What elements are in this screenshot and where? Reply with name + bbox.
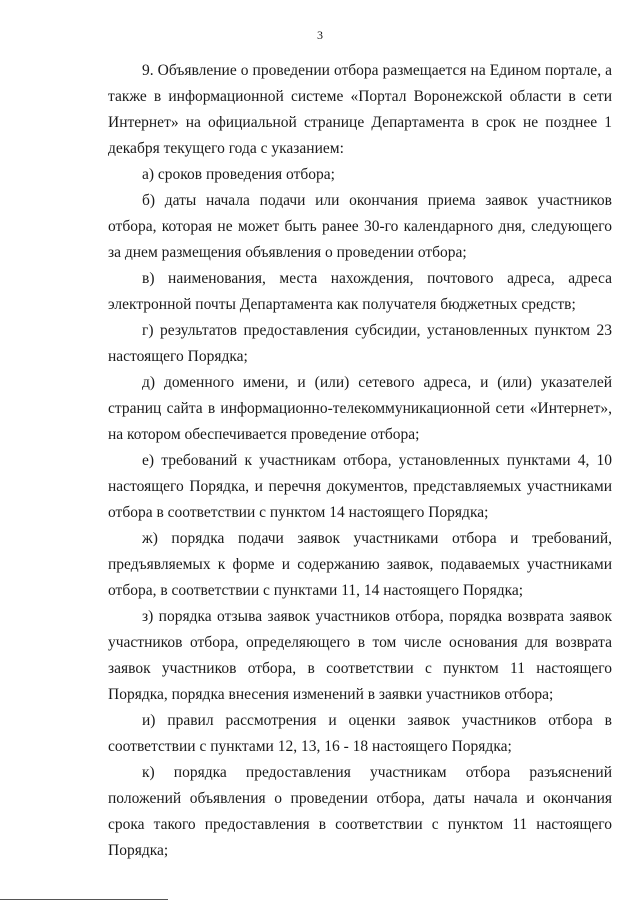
paragraph-item-zh: ж) порядка подачи заявок участниками отбора и требований, предъявляемых к форме и содержанию заявок, подаваемых участниками отбора, в соответствии с пунктами 11, 14 настоящего Порядка; (108, 530, 612, 599)
paragraph-item-g: г) результатов предоставления субсидии, установленных пунктом 23 настоящего Порядка; (108, 322, 612, 365)
paragraph-item-a: а) сроков проведения отбора; (142, 166, 335, 183)
footnote-divider (0, 899, 168, 900)
paragraph-item-i: и) правил рассмотрения и оценки заявок участников отбора в соответствии с пунктами 12, 13, 16 - 18 настоящего Порядка; (108, 712, 612, 755)
paragraph-item-b: б) даты начала подачи или окончания приема заявок участников отбора, которая не может быть ранее 30-го календарного дня, следующего за днем размещения объявления о проведении отбора; (108, 192, 612, 261)
paragraph-item-k: к) порядка предоставления участникам отбора разъяснений положений объявления о проведении отбора, даты начала и окончания срока такого предоставления в соответствии с пунктом 11 настоящего Порядка; (108, 764, 612, 859)
document-body (108, 58, 612, 864)
paragraph-item-v: в) наименования, места нахождения, почтового адреса, адреса электронной почты Департамента как получателя бюджетных средств; (108, 270, 612, 313)
paragraph-9: 9. Объявление о проведении отбора размещается на Едином портале, а также в информационной системе «Портал Воронежской области в сети Интернет» на официальной странице Департамента в срок не позднее 1 декабря текущего года с указанием: (108, 62, 612, 157)
paragraph-item-e: е) требований к участникам отбора, установленных пунктами 4, 10 настоящего Порядка, и перечня документов, представляемых участниками отбора в соответствии с пунктом 14 настоящего Порядка; (108, 452, 612, 521)
paragraph-item-z: з) порядка отзыва заявок участников отбора, порядка возврата заявок участников отбора, определяющего в том числе основания для возврата заявок участников отбора, в соответствии с пунктом 11 настоящего Порядка, порядка внесения изменений в заявки участников отбора; (108, 608, 612, 703)
page-number: 3 (317, 28, 323, 42)
paragraph-item-d: д) доменного имени, и (или) сетевого адреса, и (или) указателей страниц сайта в информационно-телекоммуникационной сети «Интернет», на котором обеспечивается проведение отбора; (108, 374, 612, 443)
